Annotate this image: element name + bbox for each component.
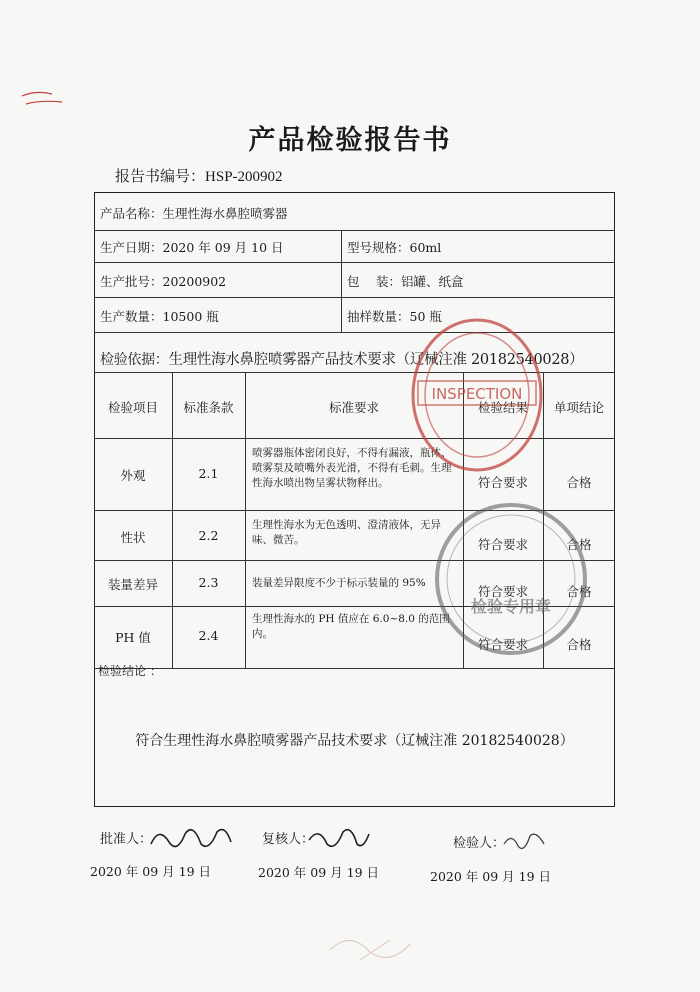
row1-requirement: 喷雾器瓶体密闭良好，不得有漏液，瓶体、喷雾泵及喷嘴外表光滑，不得有毛刺。生理性海水喷出物呈雾状物释出。	[252, 447, 452, 489]
approver-date: 2020 年 09 月 19 日	[90, 864, 211, 879]
batch-number-value: 20200902	[162, 274, 227, 289]
product-name-label: 产品名称：	[100, 206, 163, 221]
production-qty-value: 10500 瓶	[162, 309, 219, 324]
production-date-label: 生产日期：	[100, 240, 163, 255]
product-name-value: 生理性海水鼻腔喷雾器	[162, 206, 288, 221]
report-number	[115, 165, 283, 186]
row3-requirement: 装量差异限度不少于标示装量的 95%	[252, 577, 426, 589]
inspector-label: 检验人：	[453, 836, 506, 851]
model-spec-value: 60ml	[409, 240, 442, 255]
approver-label: 批准人：	[100, 832, 153, 847]
report-number-label: 报告书编号：	[115, 167, 206, 185]
row4-requirement: 生理性海水的 PH 值应在 6.0~8.0 的范围内。	[252, 613, 450, 640]
package-value: 铝罐、纸盒	[400, 274, 464, 289]
inspection-seal-oval	[408, 315, 546, 475]
reviewer-signature	[305, 820, 375, 856]
production-date-row	[100, 238, 284, 256]
reviewer-label: 复核人：	[262, 832, 315, 847]
row2-clause: 2.2	[198, 528, 219, 543]
row4-result: 符合要求	[477, 637, 528, 652]
batch-number-row	[100, 272, 226, 290]
production-qty-label: 生产数量：	[100, 309, 163, 324]
round-seal-text: 检验专用章	[470, 597, 552, 616]
row3-verdict: 合格	[566, 584, 592, 599]
approver-signature	[147, 820, 237, 856]
page-title: 产品检验报告书	[248, 125, 452, 156]
header-verdict: 单项结论	[553, 400, 604, 415]
row2-verdict: 合格	[566, 537, 592, 552]
row1-verdict: 合格	[566, 475, 592, 490]
sample-qty-value: 50 瓶	[409, 309, 442, 324]
row1-clause: 2.1	[198, 466, 219, 481]
scan-mark-bottom	[320, 920, 440, 970]
oval-seal-text: INSPECTION	[431, 385, 523, 403]
package-row	[347, 272, 464, 290]
production-qty-row	[100, 307, 219, 325]
reviewer-date: 2020 年 09 月 19 日	[258, 865, 379, 880]
sample-qty-label: 抽样数量：	[347, 309, 410, 324]
header-item: 检验项目	[107, 400, 158, 415]
conclusion-text: 符合生理性海水鼻腔喷雾器产品技术要求（辽械注准 20182540028）	[135, 733, 574, 749]
inspector-date: 2020 年 09 月 19 日	[430, 869, 551, 884]
conclusion-label: 检验结论 ：	[98, 664, 162, 678]
scan-mark-top-left	[18, 82, 68, 112]
header-requirement: 标准要求	[328, 400, 379, 415]
production-date-value: 2020 年 09 月 10 日	[162, 240, 284, 255]
model-spec-label: 型号规格：	[347, 240, 410, 255]
inspection-basis-label: 检验依据：	[100, 352, 169, 368]
row3-result: 符合要求	[477, 584, 528, 599]
row4-verdict: 合格	[566, 637, 592, 652]
inspection-basis-value: 生理性海水鼻腔喷雾器产品技术要求（辽械注准 20182540028）	[168, 352, 584, 368]
product-name-row	[100, 204, 288, 222]
inspection-seal-round	[432, 500, 590, 658]
header-result: 检验结果	[477, 400, 528, 415]
batch-number-label: 生产批号：	[100, 274, 163, 289]
row4-clause: 2.4	[198, 628, 219, 643]
row2-item: 性状	[120, 530, 146, 545]
row1-result: 符合要求	[477, 475, 528, 490]
row3-item: 装量差异	[107, 577, 158, 592]
model-spec-row	[347, 238, 441, 256]
package-label: 包 装：	[347, 274, 401, 289]
row1-item: 外观	[120, 468, 146, 483]
row2-requirement: 生理性海水为无色透明、澄清液体，无异味、微苦。	[252, 519, 441, 546]
report-number-value: HSP-200902	[205, 169, 283, 185]
header-clause: 标准条款	[183, 400, 234, 415]
inspector-signature	[500, 826, 550, 856]
row4-item: PH 值	[115, 630, 151, 645]
row3-clause: 2.3	[198, 575, 219, 590]
row2-result: 符合要求	[477, 537, 528, 552]
